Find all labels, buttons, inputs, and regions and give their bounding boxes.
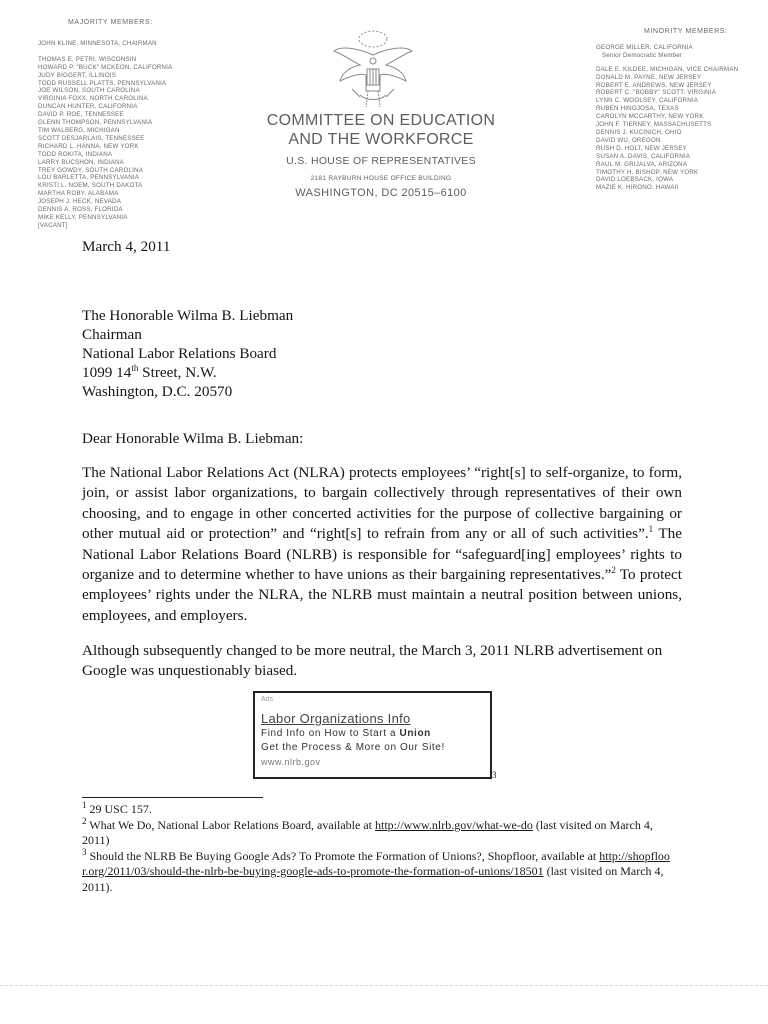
majority-member: JOE WILSON, SOUTH CAROLINA bbox=[38, 87, 140, 95]
minority-member: LYNN C. WOOLSEY, CALIFORNIA bbox=[596, 97, 699, 105]
majority-member: KRISTI L. NOEM, SOUTH DAKOTA bbox=[38, 182, 143, 190]
majority-member: TREY GOWDY, SOUTH CAROLINA bbox=[38, 166, 144, 174]
committee-heading bbox=[248, 111, 514, 199]
ad-title-link[interactable]: Labor Organizations Info bbox=[261, 711, 411, 726]
majority-member: MARTHA ROBY, ALABAMA bbox=[38, 190, 119, 198]
majority-member-list bbox=[38, 56, 268, 230]
majority-member: JUDY BIGGERT, ILLINOIS bbox=[38, 71, 117, 79]
majority-member: HOWARD P. "BUCK" MCKEON, CALIFORNIA bbox=[38, 63, 173, 71]
minority-member: SUSAN A. DAVIS, CALIFORNIA bbox=[596, 152, 691, 160]
majority-member: JOSEPH J. HECK, NEVADA bbox=[38, 198, 122, 206]
paragraph-google-ad: Although subsequently changed to be more neutral, the March 3, 2011 NLRB advertisement on Google was unquestionably biased. bbox=[82, 642, 663, 680]
minority-member: MAZIE K. HIRONO, HAWAII bbox=[596, 184, 679, 192]
majority-member: RICHARD L. HANNA, NEW YORK bbox=[38, 142, 139, 150]
footnote-ref-2: 2 bbox=[611, 564, 616, 575]
majority-heading: MAJORITY MEMBERS: bbox=[68, 19, 153, 26]
majority-member: THOMAS E. PETRI, WISCONSIN bbox=[38, 55, 137, 63]
footnote-separator bbox=[82, 797, 263, 798]
majority-member: MIKE KELLY, PENNSYLVANIA bbox=[38, 213, 128, 221]
committee-name-line1: COMMITTEE ON EDUCATION bbox=[266, 112, 496, 129]
scan-edge-line bbox=[0, 985, 768, 986]
minority-member: RUSH D. HOLT, NEW JERSEY bbox=[596, 144, 687, 152]
majority-member: TIM WALBERG, MICHIGAN bbox=[38, 126, 120, 134]
majority-member: SCOTT DESJARLAIS, TENNESSEE bbox=[38, 134, 145, 142]
majority-member: [VACANT] bbox=[38, 221, 68, 229]
minority-member: ROBERT C. "BOBBY" SCOTT, VIRGINIA bbox=[596, 89, 717, 97]
salutation: Dear Honorable Wilma B. Liebman: bbox=[82, 430, 304, 447]
footnotes bbox=[82, 802, 672, 895]
footnote-2: $^2$ What We Do, National Labor Relations Board, available at http://www.nlrb.gov/what-we-do (last visited on March 4, 2011) bbox=[82, 815, 653, 847]
letter-date: March 4, 2011 bbox=[82, 238, 171, 255]
recipient-title: Chairman bbox=[82, 326, 142, 343]
footnote-ref-3: 3 bbox=[492, 770, 497, 780]
minority-member: DENNIS J. KUCINICH, OHIO bbox=[596, 128, 682, 136]
majority-member: DENNIS A. ROSS, FLORIDA bbox=[38, 206, 123, 214]
footnote-2-link[interactable]: http://www.nlrb.gov/what-we-do bbox=[375, 817, 533, 832]
eagle-seal-icon bbox=[330, 25, 416, 115]
majority-member: TODD ROKITA, INDIANA bbox=[38, 150, 113, 158]
majority-member: LOU BARLETTA, PENNSYLVANIA bbox=[38, 174, 140, 182]
ad-line-2: Get the Process & More on Our Site! bbox=[261, 742, 445, 753]
minority-member-list bbox=[596, 66, 756, 193]
minority-member: CAROLYN MCCARTHY, NEW YORK bbox=[596, 113, 704, 121]
minority-member: DALE E. KILDEE, MICHIGAN, VICE CHAIRMAN bbox=[596, 65, 739, 73]
house-seal bbox=[330, 25, 416, 115]
minority-member: RAUL M. GRIJALVA, ARIZONA bbox=[596, 160, 688, 168]
inside-address bbox=[82, 306, 482, 401]
majority-member: DAVID P. ROE, TENNESSEE bbox=[38, 111, 124, 119]
minority-member: JOHN F. TIERNEY, MASSACHUSETTS bbox=[596, 121, 712, 129]
ad-line-1: Find Info on How to Start a Union bbox=[261, 728, 431, 739]
majority-member: DUNCAN HUNTER, CALIFORNIA bbox=[38, 103, 138, 111]
majority-member: VIRGINIA FOXX, NORTH CAROLINA bbox=[38, 95, 148, 103]
google-ad-screenshot bbox=[253, 691, 492, 779]
committee-name-line2: AND THE WORKFORCE bbox=[288, 131, 474, 148]
minority-member: ROBERT E. ANDREWS, NEW JERSEY bbox=[596, 81, 712, 89]
minority-heading: MINORITY MEMBERS: bbox=[644, 28, 728, 35]
majority-member: TODD RUSSELL PLATTS, PENNSYLVANIA bbox=[38, 79, 167, 87]
recipient-org: National Labor Relations Board bbox=[82, 345, 277, 362]
minority-members-column bbox=[596, 28, 756, 192]
recipient-name: The Honorable Wilma B. Liebman bbox=[82, 307, 294, 324]
ad-label: Ads bbox=[261, 696, 274, 703]
office-city: WASHINGTON, DC 20515–6100 bbox=[295, 187, 467, 199]
ad-url: www.nlrb.gov bbox=[261, 757, 321, 767]
minority-member: DAVID LOEBSACK, IOWA bbox=[596, 176, 674, 184]
office-building: 2181 RAYBURN HOUSE OFFICE BUILDING bbox=[310, 175, 452, 182]
paragraph-nlra: The National Labor Relations Act (NLRA) protects employees’ “right[s] to self-organize, to form, join, or assist labor organizations, to bargain collectively through representatives of their own choosing, and to engage in other concerted activities for the purpose of collective bargaining or other mutual aid or protection” and “right[s] to refrain from any or all of such activities”.$^1$ The National Labor Relations Board (NLRB) is responsible for “safeguard[ing] employees’ rights to organize and to determine whether to have unions as their bargaining representatives.”$^2$ To protect employees’ rights under the NLRA, the NLRB must maintain a neutral position between unions, employees, and employers. bbox=[82, 464, 683, 624]
minority-lead-title: Senior Democratic Member bbox=[602, 51, 683, 59]
majority-chair: JOHN KLINE, MINNESOTA, CHAIRMAN bbox=[38, 39, 157, 47]
minority-member: DONALD M. PAYNE, NEW JERSEY bbox=[596, 73, 702, 81]
minority-member: TIMOTHY H. BISHOP, NEW YORK bbox=[596, 168, 699, 176]
minority-member: DAVID WU, OREGON bbox=[596, 136, 661, 144]
footnote-3-link[interactable]: http://shopfloor.org/2011/03/should-the-nlrb-be-buying-google-ads-to-promote-the-formation-of-unions/18501 bbox=[82, 848, 670, 878]
footnote-1: $^1$ 29 USC 157. bbox=[82, 800, 152, 816]
recipient-city: Washington, D.C. 20570 bbox=[82, 383, 233, 400]
minority-lead: GEORGE MILLER, CALIFORNIA bbox=[596, 43, 693, 51]
majority-member: LARRY BUCSHON, INDIANA bbox=[38, 158, 125, 166]
recipient-street: 1099 14th Street, N.W. bbox=[82, 362, 217, 381]
footnote-3: $^3$ Should the NLRB Be Buying Google Ads? To Promote the Formation of Unions?, Shopfloor, available at http://shopfloor.org/2011/03/should-the-nlrb-be-buying-google-ads-to-promote-the-formation-of-unions/18501 (last visited on March 4, 2011). bbox=[82, 846, 670, 894]
footnote-ref-1: 1 bbox=[648, 524, 654, 535]
house-name: U.S. HOUSE OF REPRESENTATIVES bbox=[286, 155, 476, 167]
majority-members-column bbox=[38, 19, 268, 230]
minority-member: RUBEN HINOJOSA, TEXAS bbox=[596, 105, 679, 113]
majority-member: GLENN THOMPSON, PENNSYLVANIA bbox=[38, 119, 153, 127]
